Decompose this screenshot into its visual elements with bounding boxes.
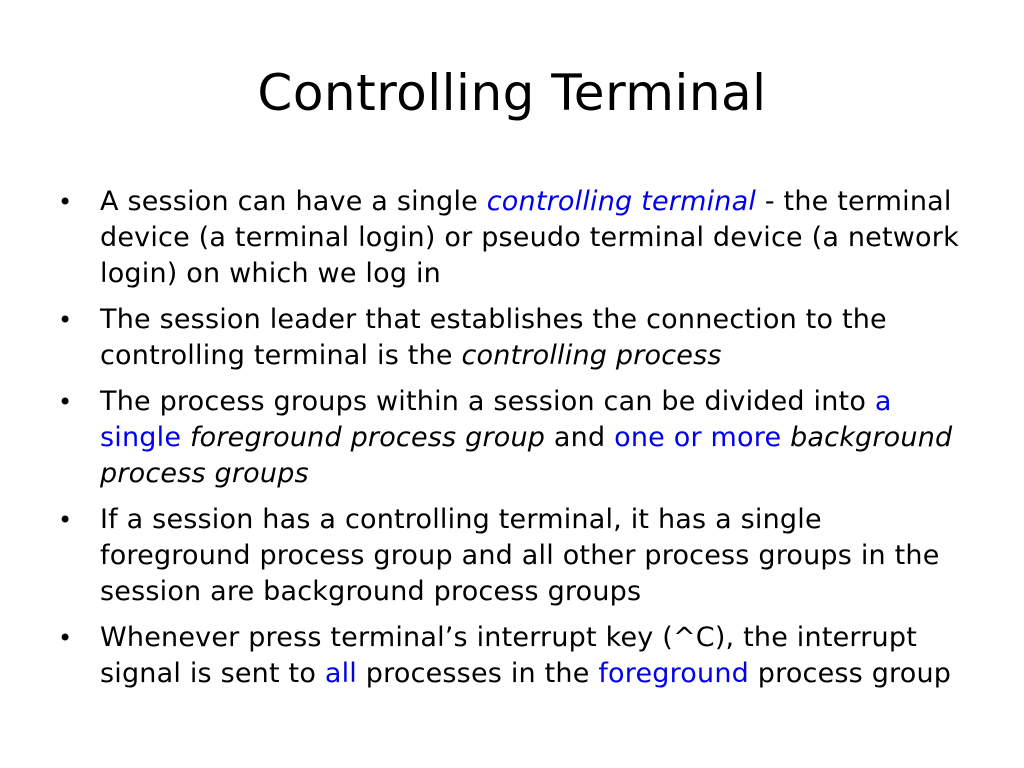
bullet-list: [58, 184, 978, 702]
bullet-dot-icon: •: [58, 624, 73, 652]
text-segment: processes in the: [357, 658, 599, 689]
bullet-text: [100, 186, 959, 289]
bullet-dot-icon: •: [58, 388, 73, 416]
text-segment: [181, 422, 190, 453]
text-segment: Whenever press terminal’s interrupt key (^C), the interrupt signal is sent to: [100, 622, 917, 689]
text-segment: A session can have a single: [100, 186, 487, 217]
bullet-item: [58, 502, 978, 610]
bullet-item: [58, 184, 978, 292]
italic-term: controlling process: [461, 340, 722, 371]
bullet-item: [58, 302, 978, 374]
italic-term: background process groups: [100, 422, 953, 489]
bullet-text: [100, 304, 887, 371]
bullet-item: [58, 384, 978, 492]
text-segment: If a session has a controlling terminal, it has a single foreground process group and all other process groups in the session are background process groups: [100, 504, 940, 607]
highlight-term: all: [324, 658, 358, 689]
bullet-text: [100, 386, 952, 489]
highlight-term: controlling terminal: [486, 186, 757, 217]
bullet-item: [58, 620, 978, 692]
text-segment: process group: [748, 658, 952, 689]
slide-title: Controlling Terminal: [257, 64, 767, 122]
text-segment: - the terminal device (a terminal login) or pseudo terminal device (a network login) on which we log in: [100, 186, 959, 289]
highlight-term: one or more: [614, 422, 782, 453]
bullet-dot-icon: •: [58, 188, 73, 216]
italic-term: foreground process group: [189, 422, 546, 453]
bullet-text: [100, 622, 951, 689]
highlight-term: a single: [100, 386, 892, 453]
text-segment: The process groups within a session can be divided into: [100, 386, 875, 417]
text-segment: The session leader that establishes the connection to the controlling terminal is the: [100, 304, 887, 371]
bullet-dot-icon: •: [58, 506, 73, 534]
text-segment: and: [545, 422, 615, 453]
bullet-dot-icon: •: [58, 306, 73, 334]
text-segment: [781, 422, 790, 453]
bullet-text: [100, 504, 940, 607]
highlight-term: foreground: [598, 658, 749, 689]
